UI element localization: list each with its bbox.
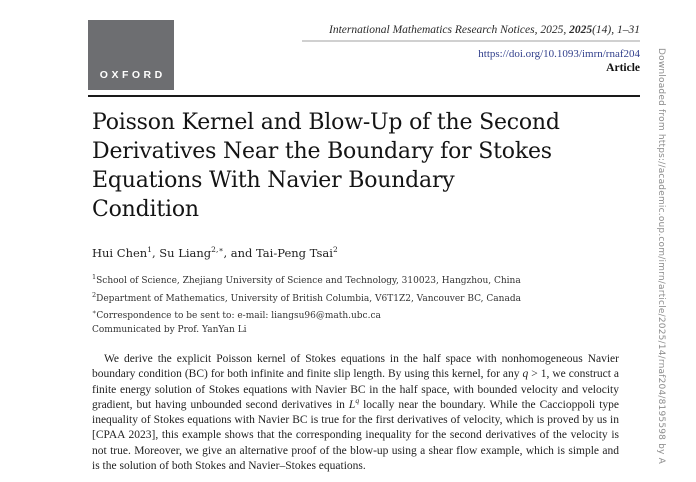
affiliation-1-text: School of Science, Zhejiang University of Science and Technology, 310023, Hangzhou, China <box>96 276 521 286</box>
doi-link[interactable]: https://doi.org/10.1093/imrn/rnaf204 <box>478 48 640 60</box>
abstract-superscript-q-glyph: q <box>355 396 360 406</box>
author-3-name: , and Tai-Peng Tsai <box>223 245 333 260</box>
author-3-affil-mark: 2 <box>332 245 338 254</box>
author-list <box>92 245 338 260</box>
author-3 <box>223 246 337 260</box>
communicated-by-note <box>92 324 521 338</box>
affiliation-2 <box>92 289 521 307</box>
oxford-logo <box>88 20 174 90</box>
correspondence-note <box>92 306 521 324</box>
paper-title-line-4: Condition <box>92 197 199 222</box>
journal-volume: 2025 <box>569 24 593 36</box>
abstract-symbol-L: L <box>348 398 356 411</box>
affiliations-block <box>92 271 521 337</box>
paper-title-line-3: Equations With Navier Boundary <box>92 168 455 193</box>
communicated-by-text: Communicated by Prof. YanYan Li <box>92 324 247 335</box>
correspondence-mark: ∗ <box>92 308 97 316</box>
paper-title-line-1: Poisson Kernel and Blow-Up of the Second <box>92 110 560 135</box>
author-1 <box>92 246 152 260</box>
paper-title-line-2: Derivatives Near the Boundary for Stokes <box>92 139 552 164</box>
author-2-affil-mark: 2,∗ <box>211 245 224 254</box>
oxford-logo-text: OXFORD <box>99 69 166 81</box>
author-1-affil-mark: 1 <box>147 245 152 254</box>
affiliation-1 <box>92 271 521 289</box>
author-1-name: Hui Chen <box>92 245 148 260</box>
journal-citation <box>302 24 640 36</box>
affiliation-2-mark: 2 <box>92 290 97 299</box>
affiliation-2-text: Department of Mathematics, University of British Columbia, V6T1Z2, Vancouver BC, Canada <box>96 293 521 304</box>
abstract-text-1: We derive the explicit Poisson kernel of Stokes equations in the half space with nonhomogeneous Navier boundary condition (BC) for both infinite and finite slip length. By using this kernel, for any <box>92 353 619 381</box>
abstract-text-3: locally near the boundary. While the Caccioppoli type inequality of Stokes equations with Navier BC is true for the first derivatives of velocity, which is proved by us in [CPAA 2023], this example shows that the corresponding inequality for the second derivatives of the velocity is not true. Moreover, we give an alternative proof of the blow-up using a shear flow example, which is simple and is the solution of both Stokes and Navier–Stokes equations. <box>92 398 619 473</box>
journal-citation-suffix: (14), 1–31 <box>592 24 640 36</box>
journal-citation-prefix: International Mathematics Research Notices, 2025, <box>329 24 570 36</box>
paper-title <box>92 108 560 224</box>
author-2-name: , Su Liang <box>151 245 212 260</box>
journal-header <box>302 24 640 74</box>
journal-underline-rule <box>302 40 640 42</box>
abstract-paragraph <box>92 352 619 474</box>
header-divider-rule <box>88 95 640 97</box>
correspondence-text: Correspondence to be sent to: e-mail: liangsu96@math.ubc.ca <box>96 311 381 321</box>
abstract-var-q: q <box>522 368 529 381</box>
downloaded-from-watermark: Downloaded from https://academic.oup.com/imrn/article/2025/14/rnaf204/8195598 by A <box>656 48 666 465</box>
article-type-label: Article <box>606 62 640 74</box>
abstract-text-2: > 1, we construct a finite energy solution of Stokes equations with Navier BC in the half space, with bounded velocity and velocity gradient, but having unbounded second derivatives in <box>92 368 619 411</box>
affiliation-1-mark: 1 <box>92 273 97 281</box>
author-2 <box>152 246 223 260</box>
